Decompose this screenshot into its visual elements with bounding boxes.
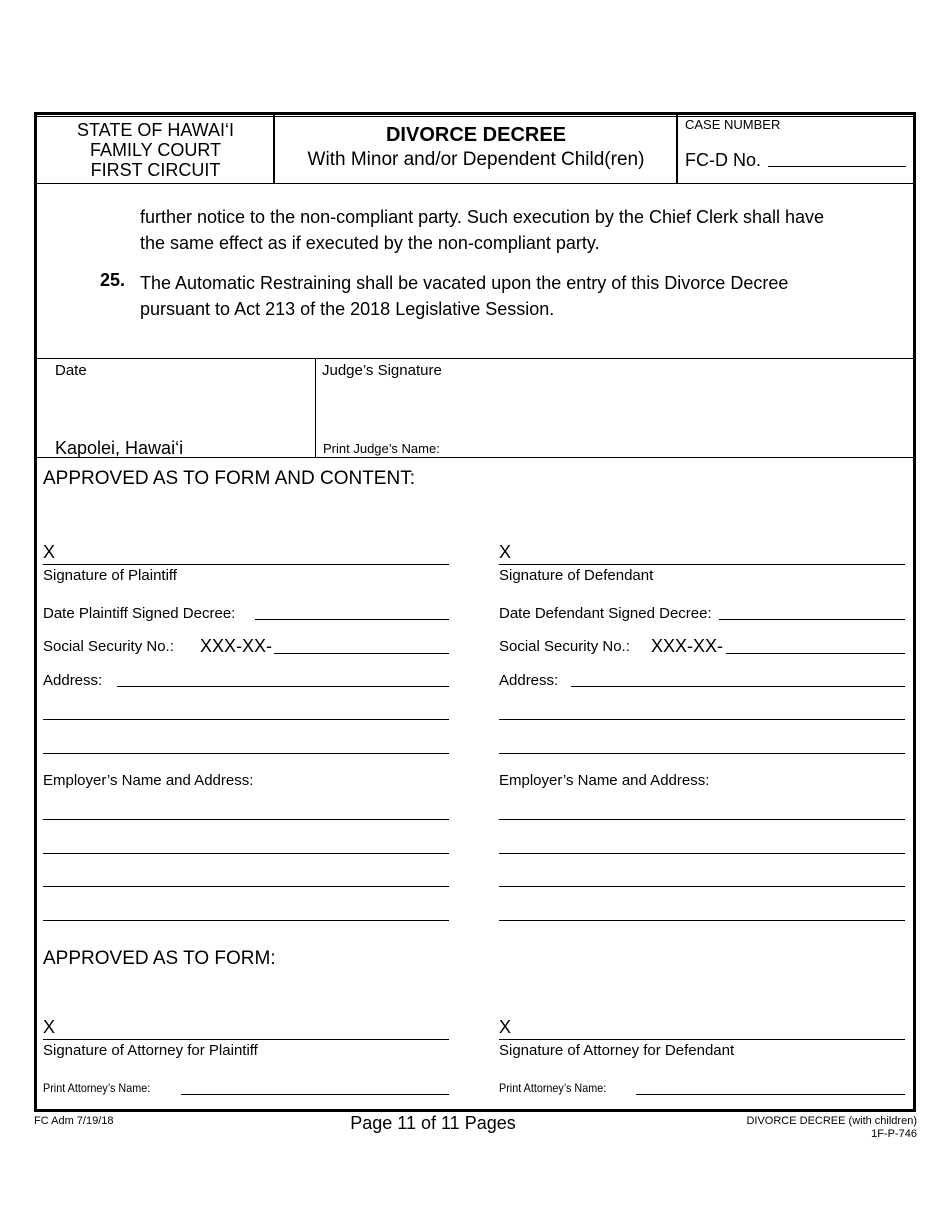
plaintiff-employer-label: Employer’s Name and Address: [43, 772, 254, 789]
judge-block-top-rule [34, 358, 916, 359]
defendant-date-signed-label: Date Defendant Signed Decree: [499, 605, 712, 622]
print-judge-name-label: Print Judge’s Name: [323, 441, 440, 456]
footer-form-number: 1F-P-746 [871, 1128, 917, 1140]
item-25-line-1: The Automatic Restraining shall be vacated upon the entry of this Divorce Decree [140, 273, 789, 293]
plaintiff-attorney-x-mark: X [43, 1017, 56, 1037]
plaintiff-employer-field-1[interactable] [43, 819, 449, 820]
defendant-signature-label: Signature of Defendant [499, 567, 654, 584]
defendant-address-field-2[interactable] [499, 719, 905, 720]
continuation-paragraph [140, 204, 824, 256]
footer-form-code: FC Adm 7/19/18 [34, 1115, 114, 1127]
case-number-prefix: FC-D No. [685, 150, 761, 170]
plaintiff-ssn-prefix: XXX-XX- [200, 636, 273, 656]
date-label: Date [55, 362, 87, 379]
plaintiff-attorney-signature-line[interactable] [43, 1039, 449, 1040]
defendant-signature-line[interactable] [499, 564, 905, 565]
approved-form-content-heading: APPROVED AS TO FORM AND CONTENT: [43, 468, 415, 489]
defendant-address-label: Address: [499, 672, 559, 689]
case-number-field[interactable] [768, 166, 906, 167]
defendant-employer-field-3[interactable] [499, 886, 905, 887]
plaintiff-address-label: Address: [43, 672, 103, 689]
plaintiff-address-field-3[interactable] [43, 753, 449, 754]
case-number-label: CASE NUMBER [685, 117, 781, 132]
item-number: 25. [100, 270, 126, 290]
footer-form-title: DIVORCE DECREE (with children) [746, 1115, 917, 1127]
plaintiff-ssn-label: Social Security No.: [43, 638, 174, 655]
plaintiff-signature-line[interactable] [43, 564, 449, 565]
approved-form-heading: APPROVED AS TO FORM: [43, 948, 276, 969]
defendant-ssn-label: Social Security No.: [499, 638, 630, 655]
plaintiff-attorney-signature-label: Signature of Attorney for Plaintiff [43, 1042, 258, 1059]
defendant-attorney-signature-label: Signature of Attorney for Defendant [499, 1042, 735, 1059]
header-inner-top-rule [34, 116, 916, 117]
plaintiff-attorney-print-name-label: Print Attorney’s Name: [43, 1081, 151, 1095]
defendant-address-field-3[interactable] [499, 753, 905, 754]
plaintiff-ssn-field[interactable] [274, 653, 449, 654]
defendant-employer-field-2[interactable] [499, 853, 905, 854]
plaintiff-x-mark: X [43, 542, 56, 562]
continuation-line-1: further notice to the non-compliant party. Such execution by the Chief Clerk shall have [140, 207, 825, 227]
header-divider-left [273, 114, 275, 184]
defendant-attorney-print-name-field[interactable] [636, 1094, 905, 1095]
defendant-attorney-print-name-label: Print Attorney’s Name: [499, 1081, 607, 1095]
plaintiff-date-signed-label: Date Plaintiff Signed Decree: [43, 605, 236, 622]
footer-page-label: Page 11 of 11 Pages [350, 1113, 516, 1133]
plaintiff-attorney-print-name-field[interactable] [181, 1094, 449, 1095]
document-title-block [276, 124, 676, 174]
header-divider-right [676, 114, 678, 184]
item-25-paragraph [140, 270, 788, 322]
court-line-1: STATE OF HAWAI‘I [77, 120, 234, 140]
defendant-employer-label: Employer’s Name and Address: [499, 772, 710, 789]
defendant-employer-field-1[interactable] [499, 819, 905, 820]
court-line-3: FIRST CIRCUIT [90, 160, 221, 180]
court-line-2: FAMILY COURT [89, 140, 222, 160]
defendant-date-signed-field[interactable] [719, 619, 905, 620]
location-text: Kapolei, Hawai‘i [55, 438, 184, 458]
defendant-x-mark: X [499, 542, 512, 562]
plaintiff-employer-field-4[interactable] [43, 920, 449, 921]
plaintiff-signature-label: Signature of Plaintiff [43, 567, 177, 584]
plaintiff-address-field-1[interactable] [117, 686, 449, 687]
judge-signature-label: Judge’s Signature [322, 362, 442, 379]
defendant-ssn-field[interactable] [726, 653, 905, 654]
defendant-employer-field-4[interactable] [499, 920, 905, 921]
document-subtitle: With Minor and/or Dependent Child(ren) [307, 149, 645, 170]
defendant-attorney-signature-line[interactable] [499, 1039, 905, 1040]
footer-form-identifier [746, 1115, 917, 1141]
plaintiff-address-field-2[interactable] [43, 719, 449, 720]
document-title: DIVORCE DECREE [385, 124, 567, 146]
plaintiff-employer-field-3[interactable] [43, 886, 449, 887]
item-25-line-2: pursuant to Act 213 of the 2018 Legislative Session. [140, 299, 555, 319]
continuation-line-2: the same effect as if executed by the non-compliant party. [140, 233, 600, 253]
defendant-address-field-1[interactable] [571, 686, 905, 687]
plaintiff-employer-field-2[interactable] [43, 853, 449, 854]
defendant-attorney-x-mark: X [499, 1017, 512, 1037]
header-bottom-rule [34, 183, 916, 184]
judge-block-divider [315, 358, 316, 458]
plaintiff-date-signed-field[interactable] [255, 619, 449, 620]
defendant-ssn-prefix: XXX-XX- [651, 636, 724, 656]
court-name [38, 120, 273, 180]
